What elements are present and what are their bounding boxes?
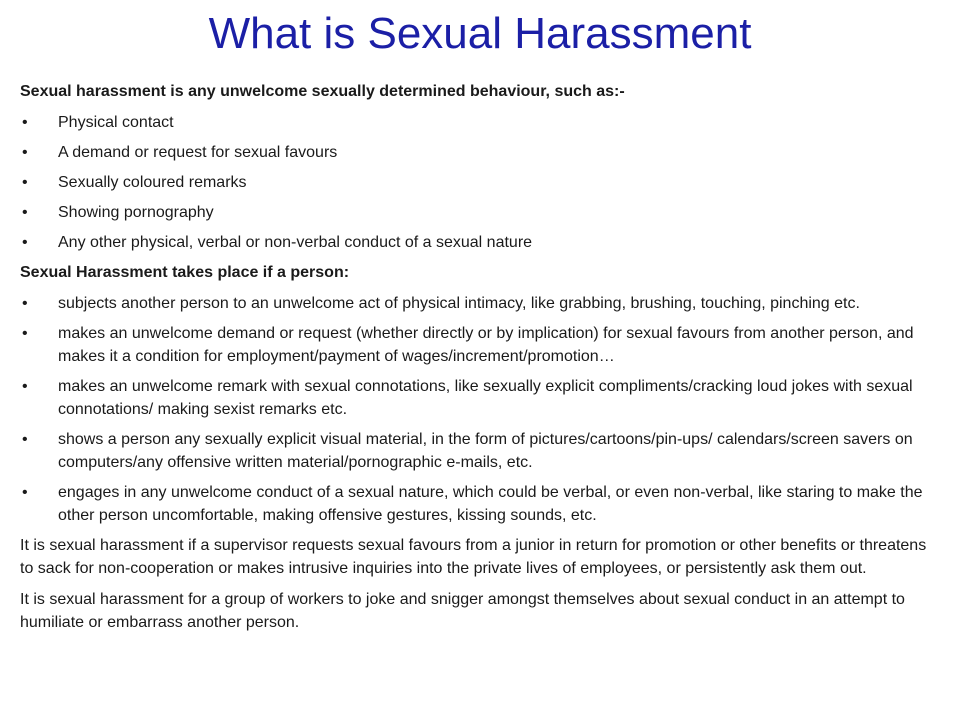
list-item-text: shows a person any sexually explicit visual material, in the form of pictures/cartoons/pin-ups/ calendars/screen savers on computers/any offensive written material/pornographic e-mails, etc. (58, 431, 913, 471)
list-item-text: makes an unwelcome remark with sexual connotations, like sexually explicit compliments/cracking loud jokes with sexual connotations/ making sexist remarks etc. (58, 378, 913, 418)
list-item (20, 292, 940, 315)
list-item-text: A demand or request for sexual favours (58, 144, 338, 161)
list-item (20, 322, 940, 368)
list-item (20, 141, 940, 164)
bullet-icon: • (22, 378, 28, 395)
list-item (20, 481, 940, 527)
list-item (20, 428, 940, 474)
bullet-icon: • (22, 234, 28, 251)
bullet-icon: • (22, 144, 28, 161)
list-item-text: subjects another person to an unwelcome act of physical intimacy, like grabbing, brushing, touching, pinching etc. (58, 295, 860, 312)
bullet-icon: • (22, 325, 28, 342)
section-heading-definition: Sexual harassment is any unwelcome sexually determined behaviour, such as:- (20, 83, 625, 100)
conditions-list (20, 292, 940, 527)
bullet-icon: • (22, 484, 28, 501)
list-item (20, 171, 940, 194)
paragraph-group-workers: It is sexual harassment for a group of workers to joke and snigger amongst themselves about sexual conduct in an attempt to humiliate or embarrass another person. (20, 591, 905, 631)
list-item (20, 201, 940, 224)
list-item-text: Showing pornography (58, 204, 214, 221)
list-item-text: engages in any unwelcome conduct of a sexual nature, which could be verbal, or even non-verbal, like staring to make the other person uncomfortable, making offensive gestures, kissing sounds, etc. (58, 484, 923, 524)
bullet-icon: • (22, 114, 28, 131)
definition-list (20, 111, 940, 254)
list-item-text: Sexually coloured remarks (58, 174, 247, 191)
bullet-icon: • (22, 431, 28, 448)
list-item-text: Any other physical, verbal or non-verbal conduct of a sexual nature (58, 234, 533, 251)
list-item-text: makes an unwelcome demand or request (whether directly or by implication) for sexual favours from another person, and makes it a condition for employment/payment of wages/increment/promotion… (58, 325, 914, 365)
list-item (20, 375, 940, 421)
bullet-icon: • (22, 204, 28, 221)
list-item (20, 231, 940, 254)
bullet-icon: • (22, 295, 28, 312)
slide-title: What is Sexual Harassment (208, 9, 752, 58)
paragraph-supervisor: It is sexual harassment if a supervisor requests sexual favours from a junior in return for promotion or other benefits or threatens to sack for non-cooperation or makes intrusive inquiries into the private lives of employees, or persistently ask them out. (20, 537, 927, 577)
bullet-icon: • (22, 174, 28, 191)
slide-body (20, 80, 940, 642)
list-item-text: Physical contact (58, 114, 174, 131)
list-item (20, 111, 940, 134)
section-heading-conditions: Sexual Harassment takes place if a person: (20, 264, 350, 281)
